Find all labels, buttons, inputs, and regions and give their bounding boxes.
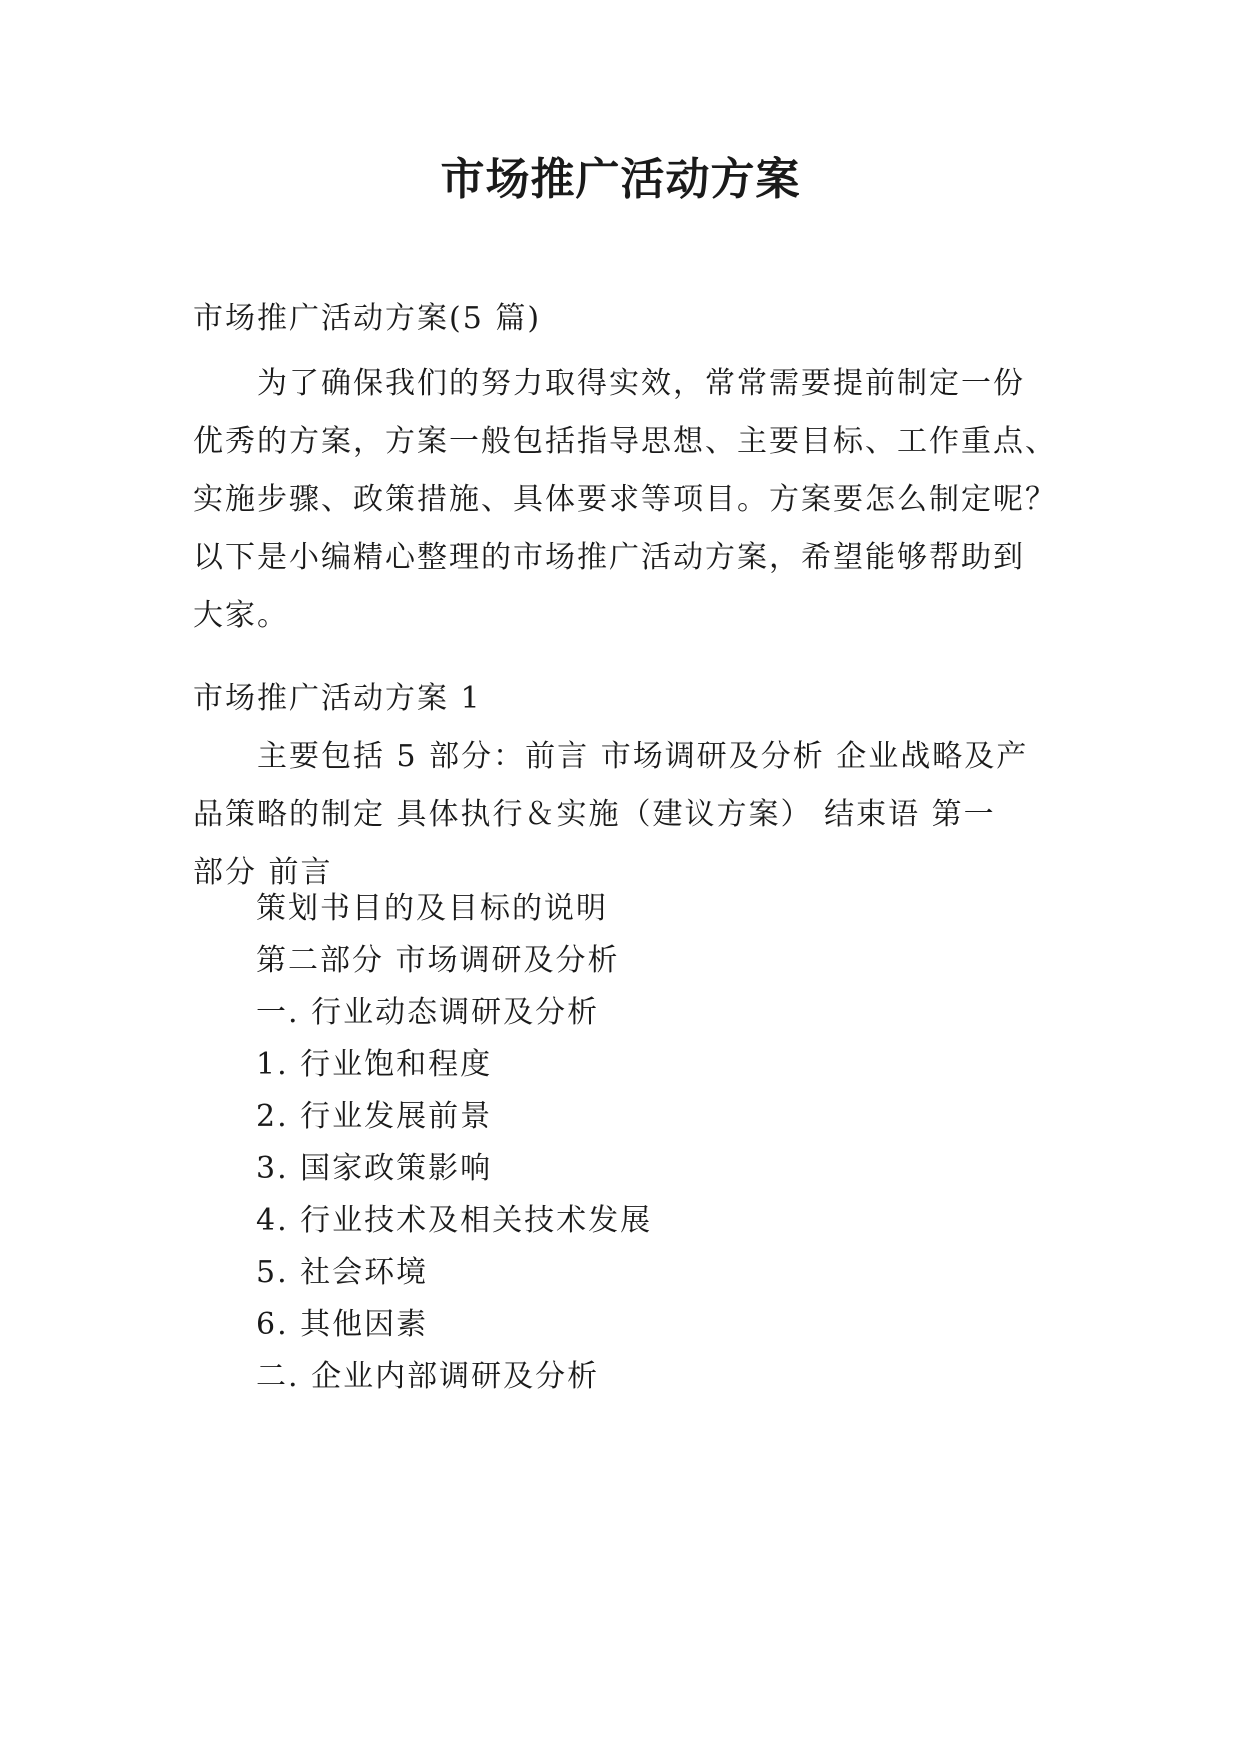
outline-item: 二. 企业内部调研及分析	[256, 1359, 600, 1394]
outline-item: 5. 社会环境	[256, 1255, 429, 1290]
intro-line: 以下是小编精心整理的市场推广活动方案，希望能够帮助到	[193, 540, 1025, 575]
intro-line: 为了确保我们的努力取得实效，常常需要提前制定一份	[257, 366, 1025, 401]
document-subtitle: 市场推广活动方案(5 篇)	[193, 301, 542, 336]
outline-item: 6. 其他因素	[256, 1307, 429, 1342]
outline-item: 策划书目的及目标的说明	[256, 891, 608, 926]
intro-line: 优秀的方案，方案一般包括指导思想、主要目标、工作重点、	[193, 424, 1057, 459]
section-line: 部分 前言	[193, 855, 333, 890]
document-title: 市场推广活动方案	[440, 154, 801, 205]
section-paragraph	[193, 728, 1073, 902]
outline-item: 4. 行业技术及相关技术发展	[256, 1203, 653, 1238]
intro-line: 实施步骤、政策措施、具体要求等项目。方案要怎么制定呢？	[193, 482, 1057, 517]
intro-paragraph	[193, 355, 1073, 645]
outline-item: 第二部分 市场调研及分析	[256, 943, 620, 978]
outline-item: 1. 行业饱和程度	[256, 1047, 493, 1082]
section-line: 品策略的制定 具体执行＆实施（建议方案） 结束语 第一	[193, 797, 996, 832]
intro-line: 大家。	[193, 598, 289, 633]
outline-item: 2. 行业发展前景	[256, 1099, 493, 1134]
outline-item: 3. 国家政策影响	[256, 1151, 493, 1186]
section-heading: 市场推广活动方案 1	[193, 681, 482, 716]
section-line: 主要包括 5 部分：前言 市场调研及分析 企业战略及产	[257, 739, 1029, 774]
outline-item: 一. 行业动态调研及分析	[256, 995, 600, 1030]
